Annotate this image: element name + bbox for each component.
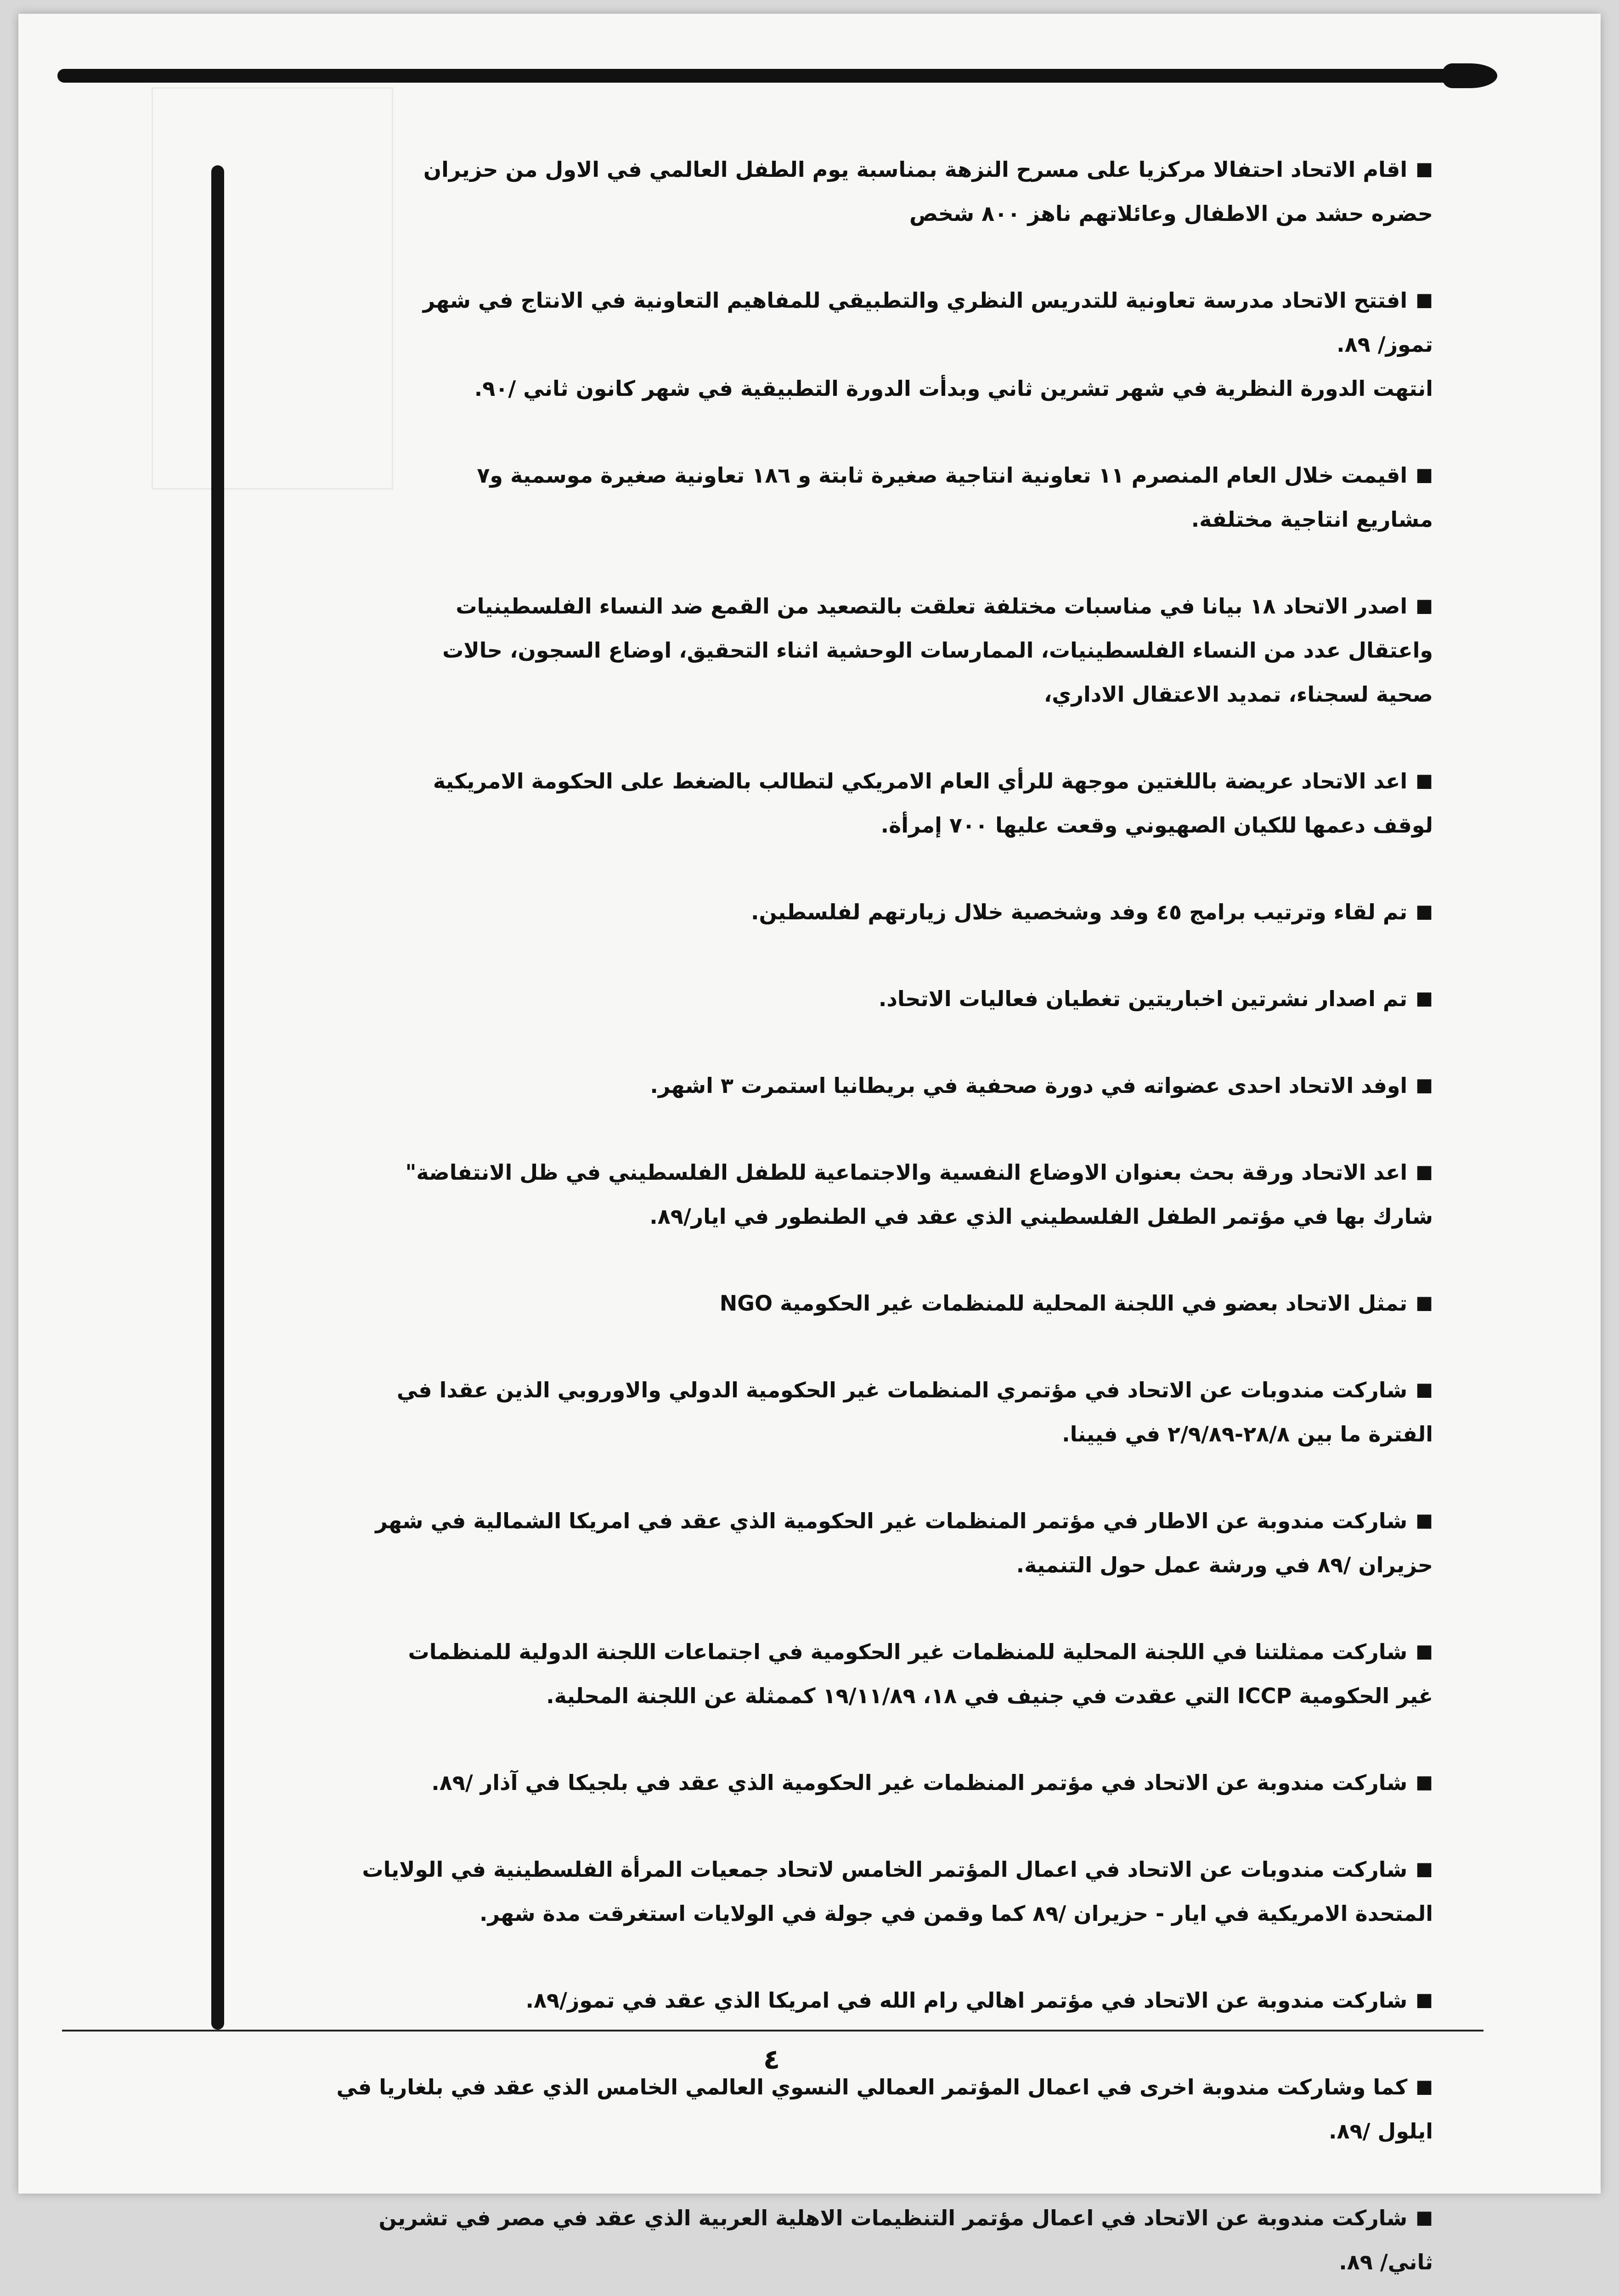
activity-line	[317, 1367, 1433, 1412]
activity-item	[317, 1063, 1433, 1108]
activity-line	[317, 278, 1433, 322]
bullet-icon: ■	[1416, 770, 1433, 791]
vertical-margin-bar	[211, 165, 224, 2030]
activity-line	[317, 2109, 1433, 2153]
activity-item	[317, 1281, 1433, 1325]
activity-item	[317, 2065, 1433, 2153]
activity-line	[317, 1194, 1433, 1238]
activity-line	[317, 191, 1433, 236]
activity-text: شاركت مندوبات عن الاتحاد في مؤتمري المنظمات غير الحكومية الدولي والاوروبي الذين عقدا في	[396, 1378, 1408, 1402]
activity-line	[317, 1150, 1433, 1194]
activity-text: ثاني/ ٨٩.	[1339, 2250, 1433, 2274]
activity-item	[317, 147, 1433, 236]
activity-line	[317, 628, 1433, 672]
activity-line	[317, 366, 1433, 411]
bullet-icon: ■	[1416, 1641, 1433, 1662]
activity-item	[317, 453, 1433, 541]
activity-line	[317, 1847, 1433, 1891]
top-decorative-rule	[57, 69, 1479, 83]
page-number: ٤	[763, 2043, 780, 2076]
activity-line	[317, 453, 1433, 497]
activity-text: مشاريع انتاجية مختلفة.	[1191, 507, 1433, 532]
activity-text: صحية لسجناء، تمديد الاعتقال الاداري،	[1044, 682, 1433, 707]
activity-text: واعتقال عدد من النساء الفلسطينيات، الممارسات الوحشية اثناء التحقيق، اوضاع السجون، حالات	[442, 638, 1433, 663]
activity-text: ايلول /٨٩.	[1328, 2119, 1433, 2144]
activity-line	[317, 322, 1433, 366]
activity-text: لوقف دعمها للكيان الصهيوني وقعت عليها ٧٠٠ إمرأة.	[880, 813, 1433, 838]
activity-text: شاركت مندوبة عن الاتحاد في اعمال مؤتمر التنظيمات الاهلية العربية الذي عقد في مصر في تشرين	[378, 2206, 1408, 2230]
activity-line	[317, 147, 1433, 191]
activity-item	[317, 1760, 1433, 1805]
activity-text: حضره حشد من الاطفال وعائلاتهم ناهز ٨٠٠ شخص	[909, 201, 1433, 226]
activity-line	[317, 672, 1433, 716]
activity-line	[317, 1629, 1433, 1674]
activity-item	[317, 1978, 1433, 2022]
activity-line	[317, 759, 1433, 803]
activity-line	[317, 497, 1433, 541]
bullet-icon: ■	[1416, 1075, 1433, 1096]
activity-text: اعد الاتحاد عريضة باللغتين موجهة للرأي العام الامريكي لتطالب بالضغط على الحكومة الامريكية	[433, 769, 1408, 793]
activity-item	[317, 2195, 1433, 2284]
bullet-icon: ■	[1416, 1989, 1433, 2010]
bullet-icon: ■	[1416, 1292, 1433, 1313]
bottom-rule	[62, 2030, 1484, 2032]
activity-text: شاركت مندوبة عن الاطار في مؤتمر المنظمات غير الحكومية الذي عقد في امريكا الشمالية في شهر	[375, 1508, 1408, 1533]
bullet-icon: ■	[1416, 289, 1433, 310]
activity-text: انتهت الدورة النظرية في شهر تشرين ثاني وبدأت الدورة التطبيقية في شهر كانون ثاني /٩٠.	[474, 376, 1433, 401]
activity-line	[317, 1498, 1433, 1543]
activity-line	[317, 2240, 1433, 2284]
activity-item	[317, 1150, 1433, 1238]
activity-text: اقيمت خلال العام المنصرم ١١ تعاونية انتاجية صغيرة ثابتة و ١٨٦ تعاونية صغيرة موسمية و٧	[477, 463, 1408, 488]
activity-text: كما وشاركت مندوبة اخرى في اعمال المؤتمر العمالي النسوي العالمي الخامس الذي عقد في بلغاريا في	[336, 2075, 1408, 2099]
activity-text: تم اصدار نشرتين اخباريتين تغطيان فعاليات الاتحاد.	[878, 986, 1408, 1011]
activity-item	[317, 1629, 1433, 1718]
activity-text: تم لقاء وترتيب برامج ٤٥ وفد وشخصية خلال زيارتهم لفلسطين.	[750, 900, 1408, 924]
activity-item	[317, 1367, 1433, 1456]
activity-text: شاركت مندوبة عن الاتحاد في مؤتمر المنظمات غير الحكومية الذي عقد في بلجيكا في آذار /٨٩.	[431, 1770, 1408, 1795]
activity-line	[317, 1674, 1433, 1718]
activity-line	[317, 584, 1433, 628]
activity-line	[317, 889, 1433, 934]
bullet-icon: ■	[1416, 2207, 1433, 2228]
activity-text: اوفد الاتحاد احدى عضواته في دورة صحفية في بريطانيا استمرت ٣ اشهر.	[650, 1073, 1408, 1098]
activity-item	[317, 278, 1433, 411]
bullet-icon: ■	[1416, 1379, 1433, 1400]
activity-line	[317, 976, 1433, 1021]
activity-text: المتحدة الامريكية في ايار - حزيران /٨٩ كما وقمن في جولة في الولايات استغرقت مدة شهر.	[479, 1901, 1433, 1926]
activity-line	[317, 803, 1433, 847]
bullet-icon: ■	[1416, 158, 1433, 180]
bullet-icon: ■	[1416, 1772, 1433, 1793]
activity-text: شاركت مندوبات عن الاتحاد في اعمال المؤتمر الخامس لاتحاد جمعيات المرأة الفلسطينية في الولايات	[362, 1857, 1408, 1882]
activity-text: تمثل الاتحاد بعضو في اللجنة المحلية للمنظمات غير الحكومية NGO	[719, 1291, 1408, 1316]
bullet-icon: ■	[1416, 1510, 1433, 1531]
activity-line	[317, 1412, 1433, 1456]
activity-list	[317, 147, 1433, 2296]
bullet-icon: ■	[1416, 595, 1433, 616]
activity-item	[317, 1498, 1433, 1587]
activity-item	[317, 889, 1433, 934]
activity-text: اصدر الاتحاد ١٨ بيانا في مناسبات مختلفة تعلقت بالتصعيد من القمع ضد النساء الفلسطينيات	[456, 594, 1408, 619]
activity-text: غير الحكومية ICCP التي عقدت في جنيف في ١٨، ١٩/١١/٨٩ كممثلة عن اللجنة المحلية.	[546, 1683, 1433, 1708]
activity-item	[317, 1847, 1433, 1936]
activity-text: اعد الاتحاد ورقة بحث بعنوان الاوضاع النفسية والاجتماعية للطفل الفلسطيني في ظل الانتفاضة"	[405, 1160, 1408, 1185]
activity-text: حزيران /٨٩ في ورشة عمل حول التنمية.	[1016, 1553, 1433, 1577]
activity-item	[317, 976, 1433, 1021]
activity-item	[317, 584, 1433, 716]
activity-line	[317, 1063, 1433, 1108]
bullet-icon: ■	[1416, 988, 1433, 1009]
activity-line	[317, 1281, 1433, 1325]
bullet-icon: ■	[1416, 1161, 1433, 1182]
activity-line	[317, 1978, 1433, 2022]
activity-text: الفترة ما بين ٢٨/٨-٢/٩/٨٩ في فيينا.	[1062, 1422, 1433, 1446]
bullet-icon: ■	[1416, 2076, 1433, 2097]
document-page	[18, 14, 1601, 2274]
bullet-icon: ■	[1416, 1858, 1433, 1880]
bullet-icon: ■	[1416, 464, 1433, 485]
activity-line	[317, 2195, 1433, 2240]
activity-line	[317, 1760, 1433, 1805]
activity-text: شاركت ممثلتنا في اللجنة المحلية للمنظمات غير الحكومية في اجتماعات اللجنة الدولية للمنظمات	[408, 1639, 1408, 1664]
activity-line	[317, 2065, 1433, 2109]
activity-line	[317, 1891, 1433, 1936]
activity-text: شاركت مندوبة عن الاتحاد في مؤتمر اهالي رام الله في امريكا الذي عقد في تموز/٨٩.	[525, 1988, 1408, 2013]
bullet-icon: ■	[1416, 901, 1433, 922]
activity-text: تموز/ ٨٩.	[1337, 332, 1433, 357]
activity-line	[317, 1543, 1433, 1587]
activity-text: افتتح الاتحاد مدرسة تعاونية للتدريس النظري والتطبيقي للمفاهيم التعاونية في الانتاج في شهر	[423, 288, 1408, 313]
activity-text: شارك بها في مؤتمر الطفل الفلسطيني الذي عقد في الطنطور في ايار/٨٩.	[649, 1204, 1433, 1229]
activity-item	[317, 759, 1433, 847]
activity-text: اقام الاتحاد احتفالا مركزيا على مسرح النزهة بمناسبة يوم الطفل العالمي في الاول من حزيران	[423, 157, 1408, 182]
